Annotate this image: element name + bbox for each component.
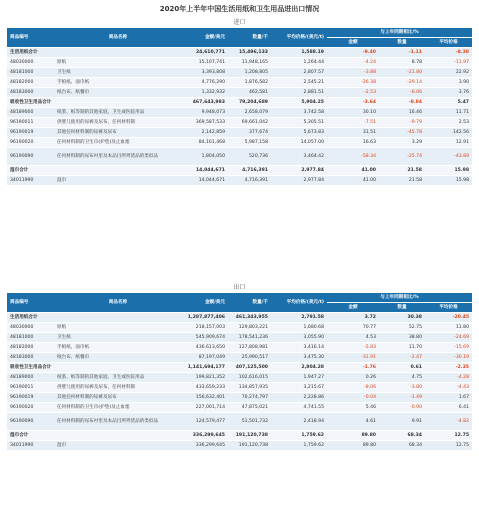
cell-qty: 191,120,738 xyxy=(228,431,271,441)
cell-yoy-qty: 0.61 xyxy=(379,363,425,373)
cell-qty: 1,876,582 xyxy=(228,78,271,88)
table-row xyxy=(7,176,472,186)
cell-qty: 178,541,236 xyxy=(228,333,271,343)
cell-code: 48189000 xyxy=(7,108,54,118)
cell-yoy-amount: -58.34 xyxy=(327,148,379,166)
header-yoy-amount: 金额 xyxy=(327,38,379,48)
cell-name: 其他任何材料制的尿裤及尿布 xyxy=(54,393,182,403)
cell-name: 湿巾 xyxy=(54,441,182,451)
cell-amount: 9,948,073 xyxy=(182,108,228,118)
cell-yoy-amount: 31.51 xyxy=(327,128,379,138)
cell-name: 原纸 xyxy=(54,58,182,68)
cell-yoy-price: -15.69 xyxy=(425,343,472,353)
table-row xyxy=(7,323,472,333)
cell-name xyxy=(54,431,182,441)
table-row xyxy=(7,333,472,343)
export-table xyxy=(7,293,472,451)
cell-qty: 47,875,021 xyxy=(228,403,271,413)
table-row xyxy=(7,313,472,323)
cell-yoy-price: -4.82 xyxy=(425,413,472,431)
cell-qty: 11,948,165 xyxy=(228,58,271,68)
cell-qty: 520,736 xyxy=(228,148,271,166)
cell-name: 手帕纸、面巾纸 xyxy=(54,343,182,353)
cell-amount: 4,776,290 xyxy=(182,78,228,88)
cell-amount: 1,332,932 xyxy=(182,88,228,98)
cell-yoy-price: 3.76 xyxy=(425,88,472,98)
table-row xyxy=(7,363,472,373)
cell-price: 3,475.30 xyxy=(271,353,327,363)
cell-amount: 14,044,671 xyxy=(182,166,228,176)
table-row xyxy=(7,403,472,413)
cell-yoy-price: -20.45 xyxy=(425,313,472,323)
import-section xyxy=(7,18,472,186)
cell-price: 2,804.28 xyxy=(271,363,327,373)
cell-amount: 156,632,401 xyxy=(182,393,228,403)
cell-name: 其他任何材料制的尿裤及尿布 xyxy=(54,128,182,138)
cell-price: 3,464.42 xyxy=(271,148,327,166)
cell-qty: 377,674 xyxy=(228,128,271,138)
table-row xyxy=(7,148,472,166)
cell-yoy-qty: 68.34 xyxy=(379,441,425,451)
cell-amount: 218,157,003 xyxy=(182,323,228,333)
table-row xyxy=(7,441,472,451)
cell-yoy-amount: -4.24 xyxy=(327,58,379,68)
cell-yoy-amount: 89.80 xyxy=(327,441,379,451)
cell-yoy-amount: 4.53 xyxy=(327,333,379,343)
cell-price: 2,418.94 xyxy=(271,413,327,431)
cell-yoy-qty: -6.06 xyxy=(379,88,425,98)
cell-yoy-price: 5.47 xyxy=(425,98,472,108)
cell-yoy-qty: 16.46 xyxy=(379,108,425,118)
cell-amount: 336,299,645 xyxy=(182,441,228,451)
cell-name: 任何材料制的卫生巾(护垫)及止血塞 xyxy=(54,403,182,413)
cell-price: 3,055.90 xyxy=(271,333,327,343)
cell-code: 96190019 xyxy=(7,393,54,403)
cell-price: 2,977.84 xyxy=(271,176,327,186)
cell-qty: 462,581 xyxy=(228,88,271,98)
cell-yoy-amount: -0.04 xyxy=(327,393,379,403)
cell-amount: 336,299,645 xyxy=(182,431,228,441)
cell-yoy-amount: 16.63 xyxy=(327,138,379,148)
cell-qty: 4,716,391 xyxy=(228,166,271,176)
cell-yoy-amount: -7.51 xyxy=(327,118,379,128)
cell-amount: 2,142,859 xyxy=(182,128,228,138)
cell-yoy-qty: -29.14 xyxy=(379,78,425,88)
cell-yoy-qty: -21.80 xyxy=(379,68,425,78)
cell-amount: 1,141,694,177 xyxy=(182,363,228,373)
cell-yoy-amount: -2.53 xyxy=(327,88,379,98)
header-yoy-price: 平均价格 xyxy=(425,303,472,313)
cell-yoy-qty: -1.49 xyxy=(379,393,425,403)
cell-code: 48189000 xyxy=(7,373,54,383)
table-row xyxy=(7,353,472,363)
cell-qty: 4,716,391 xyxy=(228,176,271,186)
cell-qty: 134,857,935 xyxy=(228,383,271,393)
cell-qty: 15,496,133 xyxy=(228,48,271,58)
cell-amount: 467,643,983 xyxy=(182,98,228,108)
cell-price: 5,305.51 xyxy=(271,118,327,128)
cell-yoy-qty: 3.29 xyxy=(379,138,425,148)
cell-yoy-price: -2.35 xyxy=(425,363,472,373)
header-yoy-price: 平均价格 xyxy=(425,38,472,48)
cell-price: 1,947.27 xyxy=(271,373,327,383)
cell-price: 1,759.62 xyxy=(271,431,327,441)
cell-yoy-price: 12.75 xyxy=(425,441,472,451)
cell-code: 湿巾合计 xyxy=(7,166,54,176)
cell-yoy-qty: 8.78 xyxy=(379,58,425,68)
cell-code: 96190019 xyxy=(7,128,54,138)
cell-name: 纸浆、纸等制的其他家庭、卫生或医院用品 xyxy=(54,373,182,383)
cell-yoy-qty: 38.80 xyxy=(379,333,425,343)
export-table-body xyxy=(7,313,472,451)
cell-amount: 87,197,049 xyxy=(182,353,228,363)
cell-yoy-price: 2.53 xyxy=(425,118,472,128)
cell-name xyxy=(54,166,182,176)
cell-yoy-amount: 41.00 xyxy=(327,166,379,176)
cell-name: 手帕纸、面巾纸 xyxy=(54,78,182,88)
cell-code: 48182000 xyxy=(7,343,54,353)
cell-amount: 433,659,233 xyxy=(182,383,228,393)
cell-code: 48183000 xyxy=(7,353,54,363)
cell-price: 1,759.62 xyxy=(271,441,327,451)
table-row xyxy=(7,128,472,138)
cell-code: 96190011 xyxy=(7,383,54,393)
header-name: 商品名称 xyxy=(54,293,182,313)
cell-yoy-amount: -26.38 xyxy=(327,78,379,88)
cell-qty: 1,208,805 xyxy=(228,68,271,78)
cell-yoy-price: 11.80 xyxy=(425,323,472,333)
cell-yoy-qty: 30.38 xyxy=(379,313,425,323)
header-yoy-amount: 金额 xyxy=(327,303,379,313)
cell-name: 纸台布、纸餐巾 xyxy=(54,353,182,363)
cell-price: 2,881.51 xyxy=(271,88,327,98)
cell-yoy-price: -8.38 xyxy=(425,48,472,58)
table-row xyxy=(7,78,472,88)
cell-yoy-price: 11.71 xyxy=(425,108,472,118)
cell-yoy-qty: 4.75 xyxy=(379,373,425,383)
cell-name: 湿巾 xyxy=(54,176,182,186)
cell-qty: 25,990,517 xyxy=(228,353,271,363)
cell-yoy-amount: 70.77 xyxy=(327,323,379,333)
table-row xyxy=(7,138,472,148)
cell-qty: 129,803,221 xyxy=(228,323,271,333)
cell-code: 96190020 xyxy=(7,403,54,413)
header-amount: 金额/美元 xyxy=(182,293,228,313)
cell-name: 纸台布、纸餐巾 xyxy=(54,88,182,98)
cell-code: 吸收性卫生用品合计 xyxy=(7,98,54,108)
table-row xyxy=(7,383,472,393)
cell-yoy-amount: -5.83 xyxy=(327,343,379,353)
cell-code: 96190020 xyxy=(7,138,54,148)
table-row xyxy=(7,58,472,68)
header-name: 商品名称 xyxy=(54,28,182,48)
cell-qty: 70,274,797 xyxy=(228,393,271,403)
header-price: 平均价格/(美元/t) xyxy=(271,293,327,313)
cell-yoy-price: 15.98 xyxy=(425,166,472,176)
table-row xyxy=(7,88,472,98)
table-row xyxy=(7,393,472,403)
cell-price: 2,977.84 xyxy=(271,166,327,176)
cell-yoy-amount: -1.76 xyxy=(327,363,379,373)
cell-yoy-qty: -9.79 xyxy=(379,118,425,128)
cell-code: 34011990 xyxy=(7,176,54,186)
cell-amount: 124,579,477 xyxy=(182,413,228,431)
table-row xyxy=(7,98,472,108)
cell-code: 48181000 xyxy=(7,333,54,343)
header-code: 商品编号 xyxy=(7,293,54,313)
cell-code: 48030000 xyxy=(7,58,54,68)
cell-price: 5,904.25 xyxy=(271,98,327,108)
cell-amount: 84,161,468 xyxy=(182,138,228,148)
cell-yoy-price: 15.98 xyxy=(425,176,472,186)
page-title: 2020年上半年中国生活用纸和卫生用品进出口情况 xyxy=(159,5,320,13)
cell-amount: 369,587,533 xyxy=(182,118,228,128)
cell-name xyxy=(54,98,182,108)
cell-yoy-price: 22.92 xyxy=(425,68,472,78)
cell-name: 任何材料制的尿布衬里及本品目所列货品的类似品 xyxy=(54,148,182,166)
cell-qty: 191,120,738 xyxy=(228,441,271,451)
cell-yoy-qty: 11.70 xyxy=(379,343,425,353)
export-section xyxy=(7,283,472,451)
cell-yoy-amount: -31.91 xyxy=(327,353,379,363)
cell-yoy-price: 12.75 xyxy=(425,431,472,441)
cell-yoy-amount: 41.00 xyxy=(327,176,379,186)
header-code: 商品编号 xyxy=(7,28,54,48)
cell-code: 96190011 xyxy=(7,118,54,128)
cell-yoy-qty: -1.11 xyxy=(379,48,425,58)
cell-code: 34011990 xyxy=(7,441,54,451)
header-yoy-group: 与上年同期相比/% xyxy=(327,28,472,38)
cell-amount: 24,610,771 xyxy=(182,48,228,58)
cell-price: 3,742.58 xyxy=(271,108,327,118)
cell-price: 2,545.21 xyxy=(271,78,327,88)
cell-name: 卫生纸 xyxy=(54,68,182,78)
cell-price: 1,588.19 xyxy=(271,48,327,58)
header-yoy-qty: 数量 xyxy=(379,38,425,48)
cell-price: 2,791.58 xyxy=(271,313,327,323)
import-table xyxy=(7,28,472,186)
header-qty: 数量/千 xyxy=(228,293,271,313)
cell-amount: 1,287,877,406 xyxy=(182,313,228,323)
cell-amount: 15,107,741 xyxy=(182,58,228,68)
cell-price: 2,228.86 xyxy=(271,393,327,403)
cell-name: 供婴儿使用的尿裤及尿布，任何材料制 xyxy=(54,118,182,128)
cell-code: 48030000 xyxy=(7,323,54,333)
table-row xyxy=(7,431,472,441)
table-row xyxy=(7,413,472,431)
header-yoy-qty: 数量 xyxy=(379,303,425,313)
cell-code: 48182000 xyxy=(7,78,54,88)
header-price: 平均价格/(美元/t) xyxy=(271,28,327,48)
import-table-body xyxy=(7,48,472,186)
cell-price: 3,215.67 xyxy=(271,383,327,393)
export-section-label: 出口 xyxy=(233,284,246,291)
cell-amount: 199,821,352 xyxy=(182,373,228,383)
cell-yoy-amount: -3.88 xyxy=(327,68,379,78)
cell-name: 纸浆、纸等制的其他家庭、卫生或医院用品 xyxy=(54,108,182,118)
cell-qty: 127,808,981 xyxy=(228,343,271,353)
cell-yoy-price: -11.97 xyxy=(425,58,472,68)
cell-yoy-amount: -9.40 xyxy=(327,48,379,58)
cell-yoy-price: 6.41 xyxy=(425,403,472,413)
cell-yoy-qty: -45.78 xyxy=(379,128,425,138)
cell-name: 卫生纸 xyxy=(54,333,182,343)
cell-name: 任何材料制的卫生巾(护垫)及止血塞 xyxy=(54,138,182,148)
cell-yoy-price: 1.67 xyxy=(425,393,472,403)
table-row xyxy=(7,166,472,176)
cell-yoy-qty: 9.91 xyxy=(379,413,425,431)
cell-price: 3,416.14 xyxy=(271,343,327,353)
cell-yoy-qty: -0.90 xyxy=(379,403,425,413)
cell-price: 1,680.68 xyxy=(271,323,327,333)
table-row xyxy=(7,108,472,118)
cell-name: 原纸 xyxy=(54,323,182,333)
cell-name xyxy=(54,48,182,58)
cell-yoy-qty: 21.58 xyxy=(379,176,425,186)
cell-yoy-price: -43.89 xyxy=(425,148,472,166)
cell-yoy-price: 12.91 xyxy=(425,138,472,148)
cell-price: 14,057.00 xyxy=(271,138,327,148)
cell-name xyxy=(54,313,182,323)
cell-yoy-amount: 4.61 xyxy=(327,413,379,431)
cell-qty: 69,661,042 xyxy=(228,118,271,128)
cell-yoy-qty: -3.80 xyxy=(379,383,425,393)
cell-amount: 14,044,671 xyxy=(182,176,228,186)
cell-name xyxy=(54,363,182,373)
header-amount: 金额/美元 xyxy=(182,28,228,48)
cell-yoy-price: 3.90 xyxy=(425,78,472,88)
cell-code: 吸收性卫生用品合计 xyxy=(7,363,54,373)
cell-yoy-amount: 30.10 xyxy=(327,108,379,118)
cell-code: 48183000 xyxy=(7,88,54,98)
cell-amount: 1,804,050 xyxy=(182,148,228,166)
cell-code: 96190090 xyxy=(7,148,54,166)
import-section-label: 进口 xyxy=(233,19,246,26)
cell-yoy-amount: 89.80 xyxy=(327,431,379,441)
cell-yoy-price: -4.28 xyxy=(425,373,472,383)
cell-amount: 3,393,808 xyxy=(182,68,228,78)
cell-code: 湿巾合计 xyxy=(7,431,54,441)
cell-yoy-amount: 5.46 xyxy=(327,403,379,413)
cell-price: 5,673.83 xyxy=(271,128,327,138)
header-yoy-group: 与上年同期相比/% xyxy=(327,293,472,303)
cell-qty: 5,987,158 xyxy=(228,138,271,148)
cell-yoy-price: -24.69 xyxy=(425,333,472,343)
cell-yoy-price: -4.43 xyxy=(425,383,472,393)
cell-qty: 79,204,689 xyxy=(228,98,271,108)
cell-yoy-amount: -8.06 xyxy=(327,383,379,393)
cell-yoy-qty: -8.84 xyxy=(379,98,425,108)
cell-name: 供婴儿使用的尿裤及尿布，任何材料制 xyxy=(54,383,182,393)
table-row xyxy=(7,373,472,383)
table-row xyxy=(7,343,472,353)
cell-yoy-amount: -3.64 xyxy=(327,98,379,108)
cell-amount: 227,001,714 xyxy=(182,403,228,413)
cell-name: 任何材料制的尿布衬里及本品目所列货品的类似品 xyxy=(54,413,182,431)
cell-yoy-price: -30.19 xyxy=(425,353,472,363)
table-row xyxy=(7,48,472,58)
cell-yoy-amount: 0.26 xyxy=(327,373,379,383)
cell-yoy-qty: 68.34 xyxy=(379,431,425,441)
cell-yoy-qty: -2.47 xyxy=(379,353,425,363)
cell-qty: 461,343,955 xyxy=(228,313,271,323)
cell-yoy-amount: 3.72 xyxy=(327,313,379,323)
cell-price: 1,264.44 xyxy=(271,58,327,68)
header-qty: 数量/千 xyxy=(228,28,271,48)
table-row xyxy=(7,118,472,128)
cell-code: 生活用纸合计 xyxy=(7,48,54,58)
cell-code: 48181000 xyxy=(7,68,54,78)
cell-amount: 436,613,650 xyxy=(182,343,228,353)
cell-yoy-qty: 21.58 xyxy=(379,166,425,176)
cell-code: 96190090 xyxy=(7,413,54,431)
table-row xyxy=(7,68,472,78)
cell-code: 生活用纸合计 xyxy=(7,313,54,323)
cell-yoy-price: 142.56 xyxy=(425,128,472,138)
cell-qty: 51,501,732 xyxy=(228,413,271,431)
cell-qty: 407,125,500 xyxy=(228,363,271,373)
cell-price: 4,741.55 xyxy=(271,403,327,413)
cell-qty: 102,616,015 xyxy=(228,373,271,383)
cell-yoy-qty: -25.74 xyxy=(379,148,425,166)
cell-amount: 545,909,674 xyxy=(182,333,228,343)
cell-price: 2,807.57 xyxy=(271,68,327,78)
cell-qty: 2,658,079 xyxy=(228,108,271,118)
cell-yoy-qty: 52.75 xyxy=(379,323,425,333)
